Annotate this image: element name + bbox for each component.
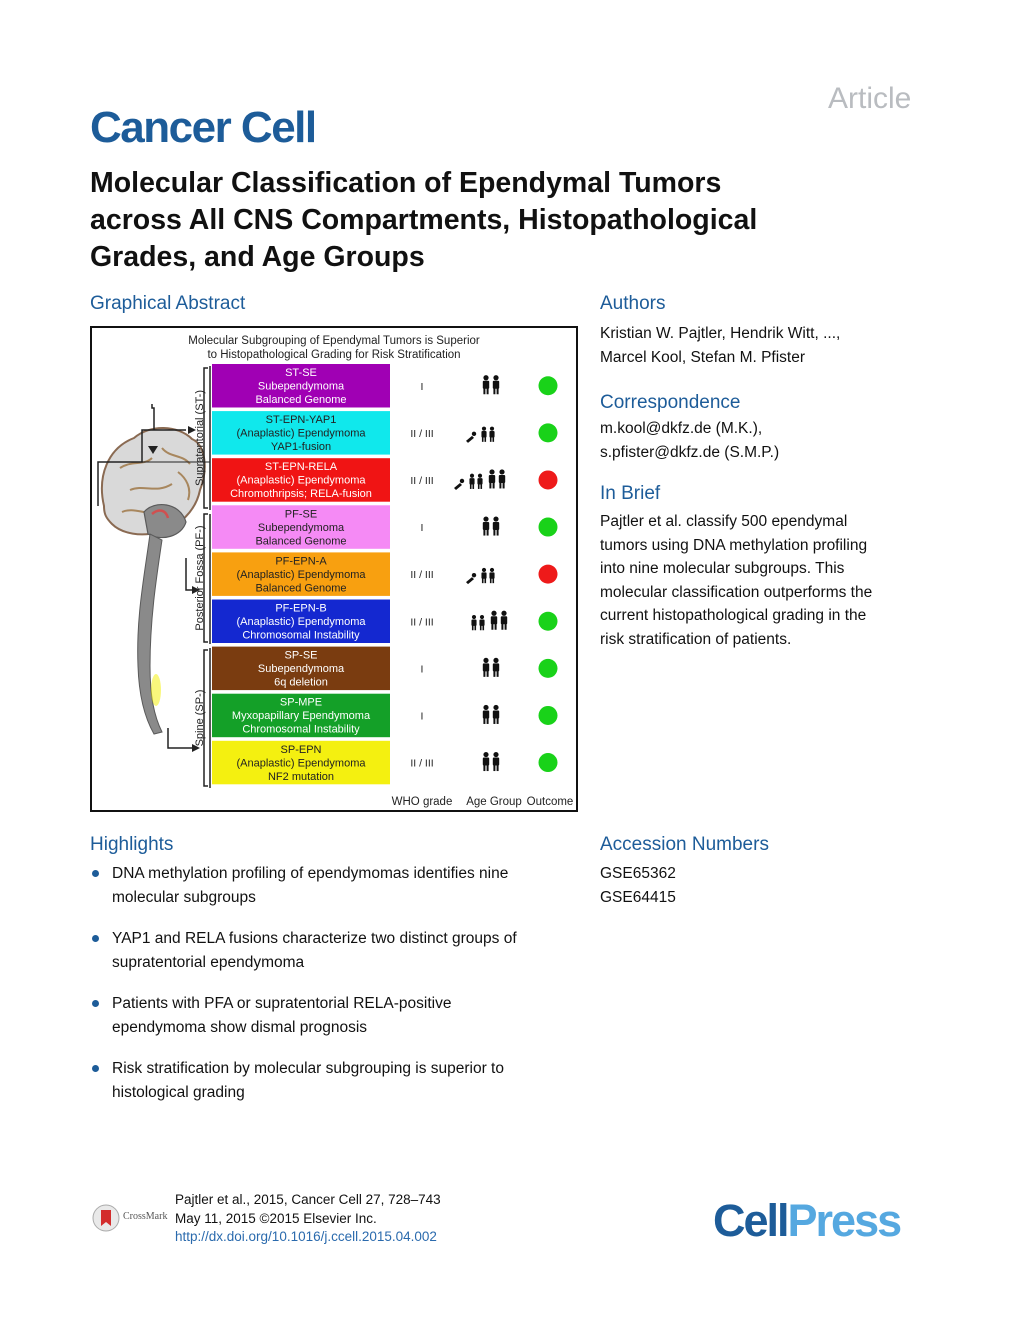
compartment-label-pf: Posterior Fossa (PF-) [194, 525, 206, 631]
who-grade: I [420, 710, 424, 723]
age-group-icon [483, 516, 499, 535]
subgroup-rows [212, 364, 558, 784]
correspondence-emails [600, 417, 779, 464]
citation-line: Pajtler et al., 2015, Cancer Cell 27, 728–743 [175, 1192, 441, 1207]
authors-heading: Authors [600, 293, 666, 314]
subgroup-label-line: (Anaplastic) Ependymoma [236, 757, 366, 770]
bullet-icon [92, 1000, 99, 1007]
subgroup-label-line: SP-EPN [280, 743, 322, 756]
outcome-dot [539, 376, 558, 395]
adult-icon [483, 752, 489, 771]
outcome-dot [539, 470, 558, 489]
accession-number[interactable]: GSE64415 [600, 888, 676, 906]
figure-title-line: to Histopathological Grading for Risk Stratification [207, 349, 461, 361]
article-type-label: Article [828, 82, 912, 115]
outcome-dot [539, 659, 558, 678]
crossmark-label: CrossMark [123, 1211, 168, 1222]
age-group-icon [483, 658, 499, 677]
who-grade: II / III [410, 474, 434, 487]
adult-icon [493, 705, 499, 724]
subgroup-label-line: NF2 mutation [267, 770, 335, 783]
bullet-icon [92, 1065, 99, 1072]
subgroup-row [212, 364, 558, 408]
adult-icon [483, 658, 489, 677]
adult-icon [483, 516, 489, 535]
correspondence-heading: Correspondence [600, 392, 741, 413]
who-grade: I [420, 522, 424, 535]
subgroup-label-line: 6q deletion [274, 676, 328, 689]
graphical-abstract-svg [92, 328, 576, 810]
publication-date: May 11, 2015 ©2015 Elsevier Inc. [175, 1210, 377, 1226]
col-header-grade: WHO grade [391, 796, 453, 808]
outcome-dot [539, 423, 558, 442]
in-brief-text [600, 510, 872, 651]
outcome-dot [539, 612, 558, 631]
who-grade: II / III [410, 427, 434, 440]
subgroup-row [212, 505, 558, 549]
publisher-logo-press: Press [787, 1195, 901, 1246]
highlight-item: DNA methylation profiling of ependymomas identifies nine molecular subgroups [90, 862, 580, 910]
child-icon [477, 474, 482, 489]
subgroup-label-line: (Anaplastic) Ependymoma [236, 568, 366, 581]
email-link-pfister[interactable]: s.pfister@dkfz.de (S.M.P.) [600, 443, 780, 461]
who-grade: I [420, 380, 424, 393]
outcome-dot [539, 753, 558, 772]
subgroup-label-line: Chromosomal Instability [242, 723, 360, 736]
subgroup-label-line: ST-SE [285, 367, 317, 379]
outcome-dot [539, 565, 558, 584]
article-title [90, 165, 890, 276]
subgroup-label-line: Subependymoma [257, 380, 345, 393]
adult-icon [493, 658, 499, 677]
child-icon [489, 427, 494, 442]
adult-icon [483, 705, 489, 724]
compartment-label-st: Supratentorial (ST-) [194, 390, 206, 486]
authors-list [600, 322, 840, 369]
child-icon [489, 568, 494, 583]
infant-icon [466, 573, 476, 584]
title-line: across All CNS Compartments, Histopathological [90, 204, 758, 236]
child-icon [471, 615, 476, 630]
subgroup-label-line: ST-EPN-YAP1 [265, 414, 337, 427]
age-group-icon [454, 469, 505, 490]
subgroup-row [212, 647, 558, 691]
highlight-item: Risk stratification by molecular subgrouping is superior to histological grading [90, 1057, 580, 1105]
subgroup-label-line: Balanced Genome [255, 582, 347, 595]
adult-icon [483, 375, 489, 394]
adult-icon [493, 752, 499, 771]
who-grade: I [420, 663, 424, 676]
subgroup-row [212, 694, 558, 738]
graphical-abstract-heading: Graphical Abstract [90, 293, 246, 314]
subgroup-label-line: Balanced Genome [255, 394, 347, 406]
who-grade: II / III [410, 569, 434, 582]
highlight-item: Patients with PFA or supratentorial RELA-positive ependymoma show dismal prognosis [90, 992, 580, 1040]
in-brief-line: current histopathological grading in the [600, 607, 867, 624]
infant-icon [454, 479, 464, 490]
who-grade: II / III [410, 757, 434, 770]
highlights-heading: Highlights [90, 834, 174, 855]
subgroup-label-line: (Anaplastic) Ependymoma [236, 616, 366, 628]
subgroup-label-line: (Anaplastic) Ependymoma [236, 474, 366, 487]
outcome-dot [539, 706, 558, 725]
age-group-icon [471, 611, 507, 631]
subgroup-label-line: (Anaplastic) Ependymoma [236, 427, 366, 440]
subgroup-label-line: Chromosomal Instability [242, 629, 360, 642]
age-group-icon [483, 752, 499, 771]
adult-icon [493, 516, 499, 535]
subgroup-label-line: Chromothripsis; RELA-fusion [230, 488, 372, 501]
authors-line: Kristian W. Pajtler, Hendrik Witt, ..., [600, 325, 841, 342]
title-line: Grades, and Age Groups [90, 241, 425, 273]
subgroup-label-line: Balanced Genome [255, 535, 347, 548]
journal-name: Cancer Cell [90, 103, 316, 152]
subgroup-label-line: ST-EPN-RELA [264, 461, 338, 474]
adult-icon [489, 469, 495, 488]
age-group-icon [483, 705, 499, 724]
email-link-kool[interactable]: m.kool@dkfz.de (M.K.), [600, 420, 763, 437]
age-group-icon [466, 427, 495, 443]
child-icon [479, 615, 484, 630]
adult-icon [491, 611, 497, 630]
outcome-dot [539, 518, 558, 537]
subgroup-label-line: Subependymoma [257, 663, 345, 676]
publisher-logo [713, 1195, 900, 1247]
highlights-list [90, 862, 580, 1122]
subgroup-row [212, 600, 558, 644]
subgroup-label-line: Subependymoma [257, 521, 345, 534]
subgroup-row [212, 741, 558, 785]
subgroup-label-line: Myxopapillary Ependymoma [231, 710, 371, 723]
highlight-item: YAP1 and RELA fusions characterize two distinct groups of supratentorial ependymoma [90, 927, 580, 975]
compartment-label-sp: Spine (SP-) [194, 689, 206, 747]
accession-number[interactable]: GSE65362 [600, 865, 676, 882]
child-icon [481, 568, 486, 583]
in-brief-line: Pajtler et al. classify 500 ependymal [600, 513, 848, 530]
subgroup-label-line: PF-SE [284, 508, 318, 521]
in-brief-line: risk stratification of patients. [600, 630, 792, 648]
subgroup-row [212, 552, 558, 596]
in-brief-line: into nine molecular subgroups. This [600, 560, 845, 577]
adult-icon [493, 375, 499, 394]
infant-icon [466, 432, 476, 443]
bullet-icon [92, 935, 99, 942]
age-group-icon [483, 375, 499, 394]
subgroup-row [212, 458, 558, 502]
citation-block [175, 1191, 441, 1247]
publisher-logo-cell: Cell [713, 1195, 788, 1246]
accession-heading: Accession Numbers [600, 834, 769, 855]
age-group-icon [466, 568, 495, 584]
subgroup-label-line: PF-EPN-A [275, 555, 327, 568]
subgroup-label-line: SP-MPE [279, 696, 323, 709]
subgroup-row [212, 411, 558, 455]
who-grade: II / III [410, 616, 434, 629]
title-line: Molecular Classification of Ependymal Tumors [90, 167, 722, 199]
col-header-age: Age Group [466, 796, 522, 808]
doi-link[interactable]: http://dx.doi.org/10.1016/j.ccell.2015.04.002 [175, 1229, 437, 1244]
authors-line: Marcel Kool, Stefan M. Pfister [600, 348, 806, 366]
brain-illustration [102, 428, 205, 734]
child-icon [469, 474, 474, 489]
crossmark-icon[interactable] [92, 1204, 120, 1237]
col-header-outcome: Outcome [526, 796, 574, 808]
child-icon [481, 427, 486, 442]
in-brief-heading: In Brief [600, 483, 661, 504]
bullet-icon [92, 870, 99, 877]
subgroup-label-line: SP-SE [284, 649, 318, 662]
accession-list [600, 862, 676, 909]
subgroup-label-line: YAP1-fusion [270, 441, 332, 454]
graphical-abstract-figure [90, 326, 578, 812]
figure-title-line: Molecular Subgrouping of Ependymal Tumors is Superior [188, 335, 480, 347]
subgroup-label-line: PF-EPN-B [275, 602, 327, 615]
adult-icon [501, 611, 507, 630]
in-brief-line: molecular classification outperforms the [600, 583, 873, 601]
adult-icon [499, 469, 505, 488]
in-brief-line: tumors using DNA methylation profiling [600, 536, 868, 554]
